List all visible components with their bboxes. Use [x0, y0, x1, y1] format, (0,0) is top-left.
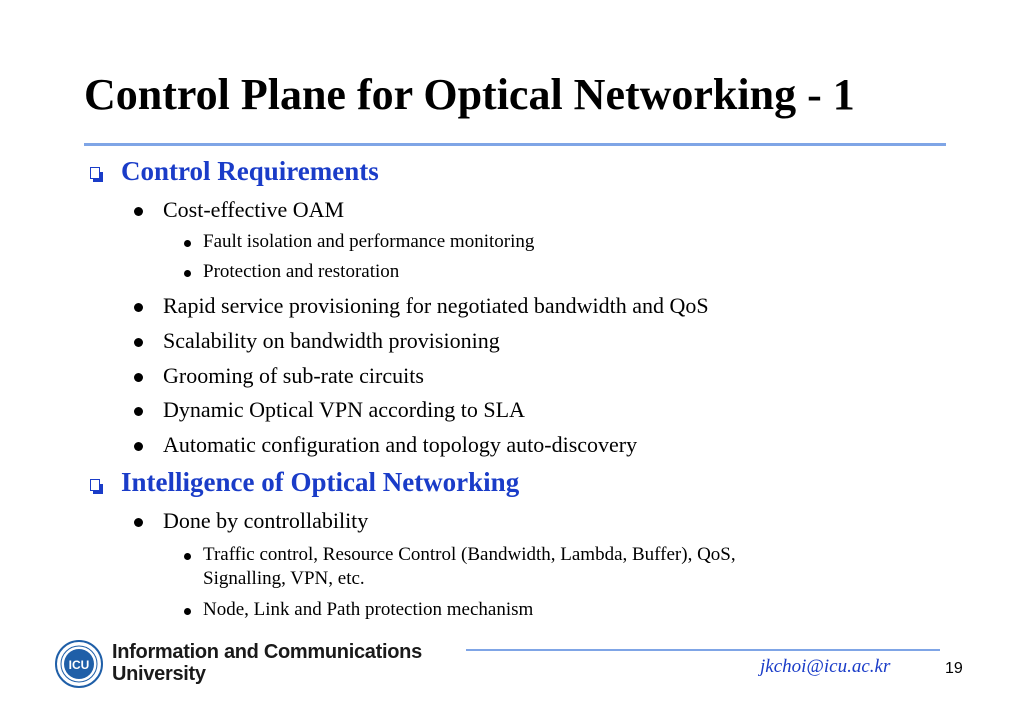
bullet-dot-icon: [184, 553, 191, 560]
university-seal-icon: [55, 640, 103, 688]
list-item: Grooming of sub-rate circuits: [163, 363, 424, 388]
list-subitem: Traffic control, Resource Control (Bandwidth, Lambda, Buffer), QoS,: [203, 544, 736, 565]
bullet-dot-icon: [184, 240, 191, 247]
bullet-dot-icon: [134, 442, 143, 451]
page-number: 19: [945, 660, 963, 677]
bullet-dot-icon: [134, 407, 143, 416]
list-subitem-continuation: Signalling, VPN, etc.: [203, 568, 365, 589]
logo-line-2: University: [112, 663, 206, 685]
university-logo: [112, 642, 422, 684]
box-bullet-icon: [90, 479, 100, 491]
box-bullet-icon: [90, 167, 100, 179]
list-subitem: Protection and restoration: [203, 261, 400, 282]
logo-line-1: Information and Communications: [112, 641, 422, 663]
bullet-dot-icon: [134, 518, 143, 527]
list-subitem: Node, Link and Path protection mechanism: [203, 599, 534, 620]
bullet-dot-icon: [134, 373, 143, 382]
list-item: Automatic configuration and topology auto-discovery: [163, 432, 638, 457]
footer-divider: [466, 649, 940, 651]
list-item: Done by controllability: [163, 508, 369, 533]
list-item: Rapid service provisioning for negotiated bandwidth and QoS: [163, 293, 709, 318]
bullet-dot-icon: [134, 303, 143, 312]
seal-text: ICU: [68, 658, 90, 672]
list-item: Scalability on bandwidth provisioning: [163, 328, 500, 353]
list-item: Dynamic Optical VPN according to SLA: [163, 397, 525, 422]
bullet-dot-icon: [134, 207, 143, 216]
title-divider: [84, 143, 946, 146]
slide-title: Control Plane for Optical Networking - 1: [84, 70, 855, 119]
author-email: jkchoi@icu.ac.kr: [760, 656, 891, 677]
section-heading-control-requirements: Control Requirements: [121, 156, 379, 186]
section-heading-intelligence: Intelligence of Optical Networking: [121, 467, 520, 497]
bullet-dot-icon: [134, 338, 143, 347]
list-item: Cost-effective OAM: [163, 197, 345, 222]
bullet-dot-icon: [184, 608, 191, 615]
bullet-dot-icon: [184, 270, 191, 277]
list-subitem: Fault isolation and performance monitoring: [203, 231, 535, 252]
